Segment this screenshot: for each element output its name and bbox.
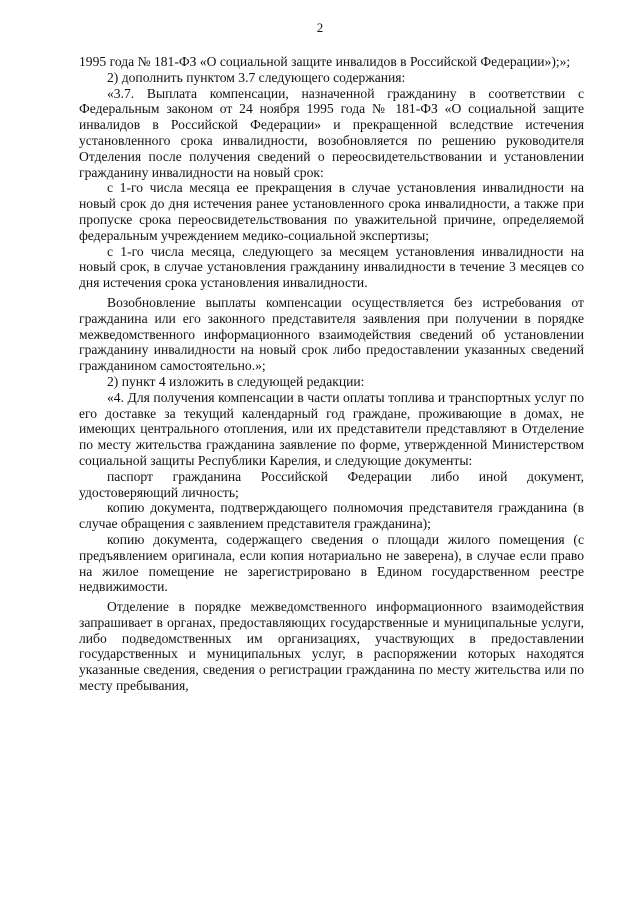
paragraph-resumption-case-2: с 1-го числа месяца, следующего за месяцем установления инвалидности на новый срок, в случае установления гражданину инвалидности в течение 3 месяцев со дня истечения срока установления инвалидности.: [79, 243, 584, 291]
paragraph-continuation: 1995 года № 181-ФЗ «О социальной защите инвалидов в Российской Федерации»);»;: [79, 54, 571, 69]
paragraph-document-housing: копию документа, содержащего сведения о площади жилого помещения (с предъявлением оригинала, если копия нотариально не заверена), в случае если право на жилое помещение не зарегистрировано в Едином государственном реестре недвижимости.: [79, 531, 584, 595]
paragraph-document-passport: паспорт гражданина Российской Федерации либо иной документ, удостоверяющий личность;: [79, 468, 584, 500]
paragraph-resumption-procedure: Возобновление выплаты компенсации осуществляется без истребования от гражданина или его законного представителя заявления при получении в порядке межведомственного информационного взаимодействия сведений об установлении гражданину инвалидности на новый срок либо предоставлении указанных сведений гражданином самостоятельно.»;: [79, 294, 584, 374]
page-number: 2: [316, 20, 324, 35]
paragraph-amendment-point-4: 2) пункт 4 изложить в следующей редакции:: [107, 373, 365, 389]
paragraph-amendment-2: 2) дополнить пунктом 3.7 следующего содержания:: [107, 69, 406, 85]
paragraph-clause-3-7: «3.7. Выплата компенсации, назначенной гражданину в соответствии с Федеральным законом от 24 ноября 1995 года № 181-ФЗ «О социальной защите инвалидов в Российской Федерации» и прекращенной вследствие истечения установленного срока инвалидности, возобновляется по решению руководителя Отделения после получения сведений о переосвидетельствовании и установлении гражданину инвалидности на новый срок:: [79, 85, 584, 180]
paragraph-clause-4: «4. Для получения компенсации в части оплаты топлива и транспортных услуг по его доставке за текущий календарный год граждане, проживающие в домах, не имеющих центрального отопления, или их представители представляют в Отделение по месту жительства гражданина заявление по форме, утвержденной Министерством социальной защиты Республики Карелия, и следующие документы:: [79, 389, 584, 468]
paragraph-document-authority: копию документа, подтверждающего полномочия представителя гражданина (в случае обращения с заявлением представителя гражданина);: [79, 500, 584, 532]
paragraph-interagency-request: Отделение в порядке межведомственного информационного взаимодействия запрашивает в органах, предоставляющих государственные и муниципальные услуги, либо подведомственных им организациях, участвующих в предоставлении государственных и муниципальных услуг, в распоряжении которых находятся указанные сведения, сведения о регистрации гражданина по месту жительства или по месту пребывания,: [79, 599, 584, 694]
paragraph-resumption-case-1: с 1-го числа месяца ее прекращения в случае установления инвалидности на новый срок до дня истечения ранее установленного срока инвалидности, а также при пропуске срока переосвидетельствования по уважительной причине, определяемой федеральным учреждением медико-социальной экспертизы;: [79, 180, 584, 243]
document-body: [79, 54, 584, 694]
